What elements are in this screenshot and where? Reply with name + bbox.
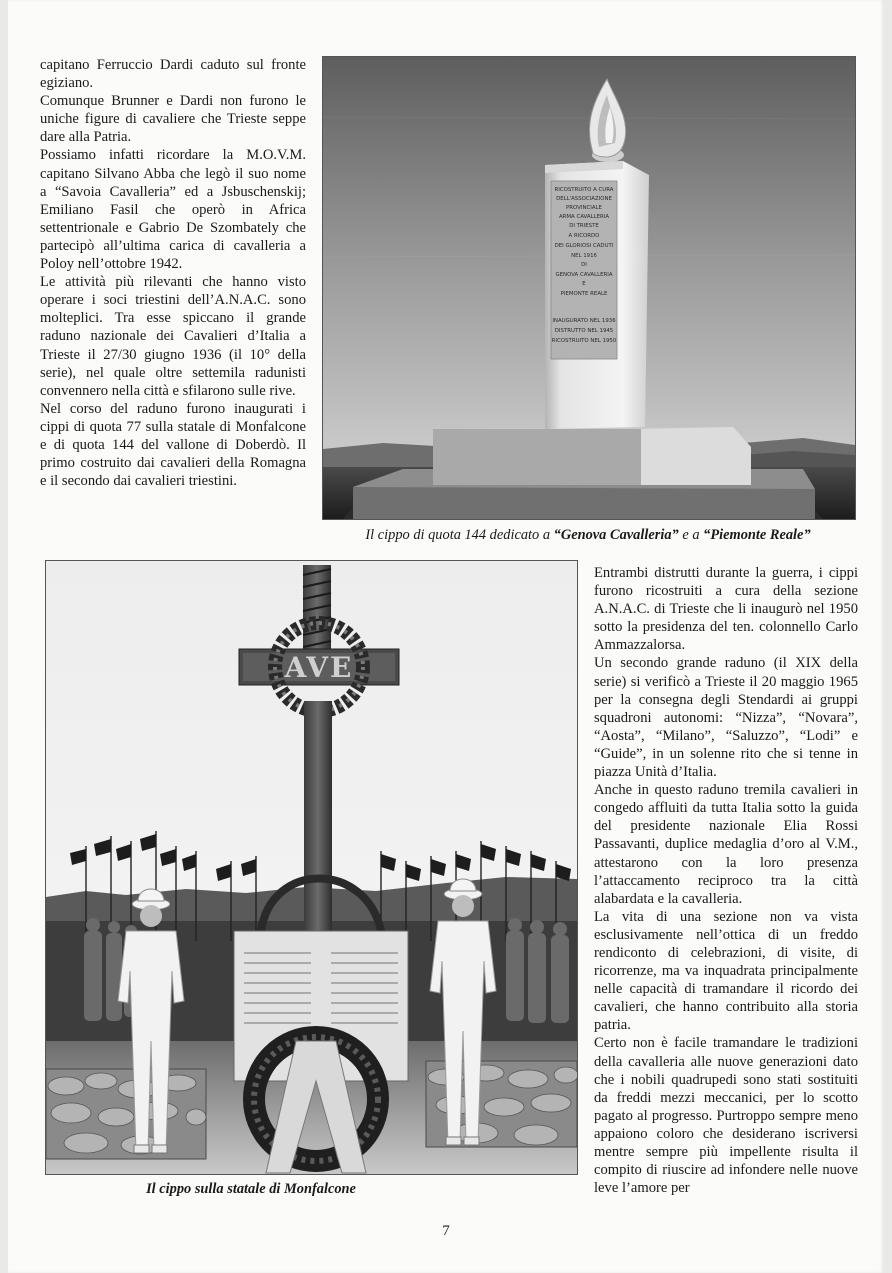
paragraph: Possiamo infatti ricordare la M.O.V.M. capitano Silvano Abba che legò il suo nome a “Savoia Cavalleria” ed a Jsbuschenskij; Emiliano Fasil che operò in Africa settentrionale e Gabrio De Szombately che partecipò all’ultima carica di cavalleria a Poloy nell’ottobre 1942. [40,147,306,273]
photo-caption-quota-144 [322,527,854,544]
paragraph: Entrambi distrutti durante la guerra, i cippi furono ricostruiti a cura della sezione A.N.A.C. di Trieste che li inaugurò nel 1950 sotto la presidenza del ten. colonnello Carlo Ammazzalorsa. [594,565,858,654]
photo-monument-monfalcone [45,560,578,1175]
paragraph: capitano Ferruccio Dardi caduto sul fronte egiziano. [40,57,306,92]
paragraph: Anche in questo raduno tremila cavalieri in congedo affluiti da tutta Italia sotto la guida del presidente nazionale Elia Rossi Passavanti, duplice medaglia d’oro al V.M., attestarono con la loro presenza l’attaccamento reciproco tra la città alabardata e la cavalleria. [594,782,858,907]
paragraph: Nel corso del raduno furono inaugurati i cippi di quota 77 sulla statale di Monfalcone e di quota 144 del vallone di Doberdò. Il primo costruito dai cavalieri della Romagna e il secondo dai cavalieri triestini. [40,400,306,490]
inscription-line: PROVINCIALE [566,205,602,211]
caption-text: e a [678,527,704,543]
inscription-line: DI TRIESTE [569,223,599,229]
text-column-left [40,56,306,490]
paragraph: Comunque Brunner e Dardi non furono le uniche figure di cavaliere che Trieste seppe dare alla Patria. [40,93,306,146]
inscription-line: DEI GLORIOSI CADUTI [554,243,614,249]
inscription-line: A RICORDO [568,233,600,239]
inscription-line: GENOVA CAVALLERIA [555,272,613,278]
cross-inscription: AVE [284,651,354,684]
paragraph: Certo non è facile tramandare le tradizioni della cavalleria alle nuove generazioni dato che i nobili quadrupedi sono stati sostituiti da freddi mezzi meccanici, per lo scotto pagato al progresso. Purtroppo sempre meno appaiono coloro che desiderano iscriversi mentre sempre più impellente risulta il compito di riuscire ad infondere nelle nuove leve l’amore per [594,1035,858,1197]
inscription-line: ARMA CAVALLERIA [558,214,610,220]
text-column-right [594,564,858,1197]
page-number: 7 [442,1223,450,1239]
inscription-line: E [582,281,586,287]
inscription-line: DELL'ASSOCIAZIONE [556,196,612,202]
inscription-line: RICOSTRUITO A CURA [554,187,614,193]
inscription-line: RICOSTRUITO NEL 1950 [551,338,617,344]
photo-monument-quota-144 [322,56,856,520]
inscription-line: PIEMONTE REALE [560,291,608,297]
caption-text: Il cippo di quota 144 dedicato a [365,527,554,543]
paragraph: Un secondo grande raduno (il XIX della serie) si verificò a Trieste il 20 maggio 1965 per la consegna degli Stendardi ai gruppi squadroni autonomi: “Nizza”, “Novara”, “Aosta”, “Milano”, “Saluzzo”, “Lodi” e “Guide”, in un solenne rito che si tenne in piazza Unità d’Italia. [594,655,858,781]
paragraph: Le attività più rilevanti che hanno visto operare i soci triestini dell’A.N.A.C. sono molteplici. Tra esse spiccano il grande raduno nazionale dei Cavalieri d’Italia a Trieste il 27/30 giugno 1936 (il 10° della serie), nel quale oltre settemila radunisti convennero nella città e sfilarono sulle rive. [40,274,306,399]
caption-highlight: “Genova Cavalleria” [553,527,679,543]
inscription-line: DI [581,262,587,268]
inscription-line: INAUGURATO NEL 1936 [552,318,616,324]
inscription-line: DISTRUTTO NEL 1945 [554,328,614,334]
caption-highlight: “Piemonte Reale” [703,527,811,543]
paragraph: La vita di una sezione non va vista esclusivamente nell’ottica di un freddo rendiconto di celebrazioni, di visite, di ricorrenze, ma va inquadrata principalmente nelle capacità di tramandare il ricordo dei cavalieri, che hanno contribuito alla storia patria. [594,908,858,1034]
photo-caption-monfalcone: Il cippo sulla statale di Monfalcone [146,1181,356,1197]
magazine-page [8,0,884,1273]
